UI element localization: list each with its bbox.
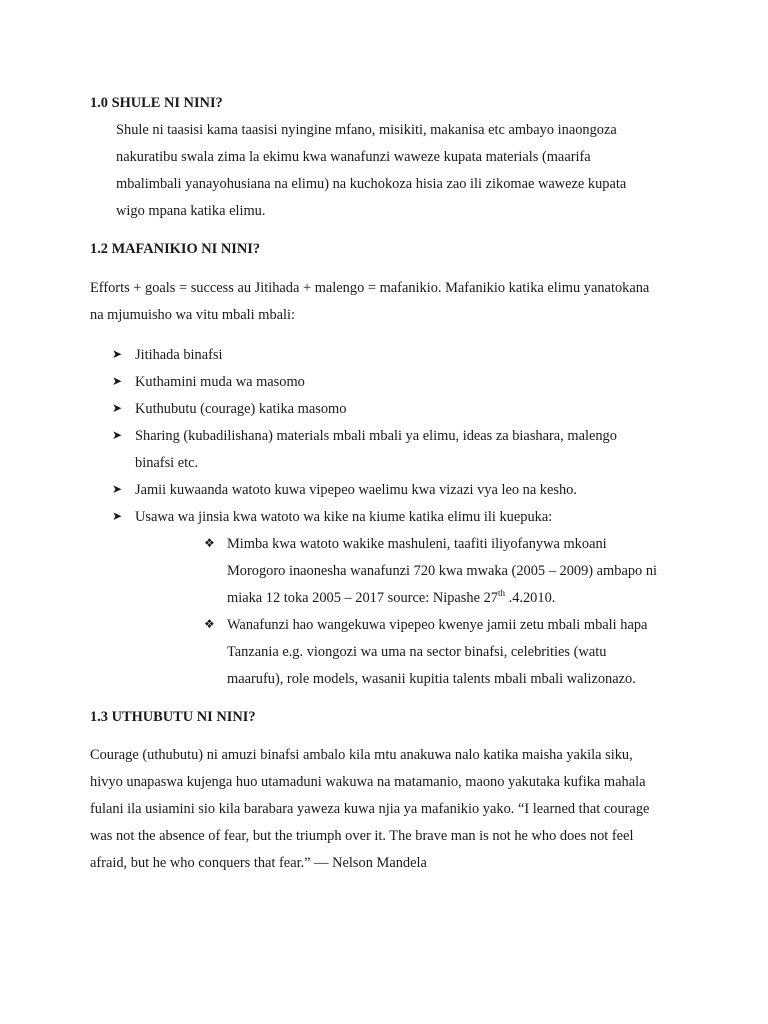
sub-list-item-continuation: Morogoro inaonesha wanafunzi 720 kwa mwaka (2005 – 2009) ambapo ni: [227, 563, 658, 579]
list-item: Jitihada binafsi: [135, 347, 223, 363]
arrow-bullet-icon: ➤: [112, 509, 123, 523]
sub-list-item-continuation: [227, 589, 555, 607]
diamond-bullet-icon: ❖: [204, 617, 215, 631]
paragraph-line: Courage (uthubutu) ni amuzi binafsi ambalo kila mtu anakuwa nalo katika maisha yakila siku,: [90, 747, 633, 763]
diamond-bullet-icon: ❖: [204, 536, 215, 550]
source-text: miaka 12 toka 2005 – 2017 source: Nipashe 27: [227, 590, 498, 606]
paragraph-line: hivyo unapaswa kujenga huo utamaduni wakuwa na matamanio, maono yakutaka kufika mahala: [90, 774, 646, 790]
list-item-continuation: binafsi etc.: [135, 455, 199, 471]
list-item: Usawa wa jinsia kwa watoto wa kike na kiume katika elimu ili kuepuka:: [135, 509, 553, 525]
paragraph-line: na mjumuisho wa vitu mbali mbali:: [90, 307, 296, 323]
paragraph-line: was not the absence of fear, but the triumph over it. The brave man is not he who does not feel: [90, 828, 634, 844]
sub-list-item: Wanafunzi hao wangekuwa vipepeo kwenye jamii zetu mbali mbali hapa: [227, 617, 648, 633]
section-heading: 1.3 UTHUBUTU NI NINI?: [90, 709, 256, 725]
paragraph-line: mbalimbali yanayohusiana na elimu) na kuchokoza hisia zao ili zikomae waweze kupata: [116, 176, 627, 192]
arrow-bullet-icon: ➤: [112, 347, 123, 361]
section-heading: 1.0 SHULE NI NINI?: [90, 95, 223, 111]
list-item: Sharing (kubadilishana) materials mbali mbali ya elimu, ideas za biashara, malengo: [135, 428, 617, 444]
paragraph-line: Efforts + goals = success au Jitihada + malengo = mafanikio. Mafanikio katika elimu yanatokana: [90, 280, 650, 296]
source-date-text: .4.2010.: [505, 590, 556, 606]
paragraph-line: wigo mpana katika elimu.: [116, 203, 266, 219]
arrow-bullet-icon: ➤: [112, 374, 123, 388]
sub-list-item: Mimba kwa watoto wakike mashuleni, taafiti iliyofanywa mkoani: [227, 536, 607, 552]
list-item: Kuthubutu (courage) katika masomo: [135, 401, 347, 417]
paragraph-line: nakuratibu swala zima la ekimu kwa wanafunzi waweze kupata materials (maarifa: [116, 149, 591, 165]
paragraph-line: fulani ila usiamini sio kila barabara yaweza kuwa njia ya mafanikio yako. “I learned that courage: [90, 801, 650, 817]
sub-list-item-continuation: Tanzania e.g. viongozi wa uma na sector binafsi, celebrities (watu: [227, 644, 607, 660]
section-heading: 1.2 MAFANIKIO NI NINI?: [90, 241, 261, 257]
sub-list-item-continuation: maarufu), role models, wasanii kupitia talents mbali mbali walizonazo.: [227, 671, 636, 687]
arrow-bullet-icon: ➤: [112, 428, 123, 442]
ordinal-superscript: th: [497, 588, 505, 598]
arrow-bullet-icon: ➤: [112, 401, 123, 415]
paragraph-line: Shule ni taasisi kama taasisi nyingine mfano, misikiti, makanisa etc ambayo inaongoza: [116, 122, 617, 138]
list-item: Jamii kuwaanda watoto kuwa vipepeo waelimu kwa vizazi vya leo na kesho.: [135, 482, 577, 498]
list-item: Kuthamini muda wa masomo: [135, 374, 305, 390]
arrow-bullet-icon: ➤: [112, 482, 123, 496]
paragraph-line: afraid, but he who conquers that fear.” — Nelson Mandela: [90, 855, 427, 871]
